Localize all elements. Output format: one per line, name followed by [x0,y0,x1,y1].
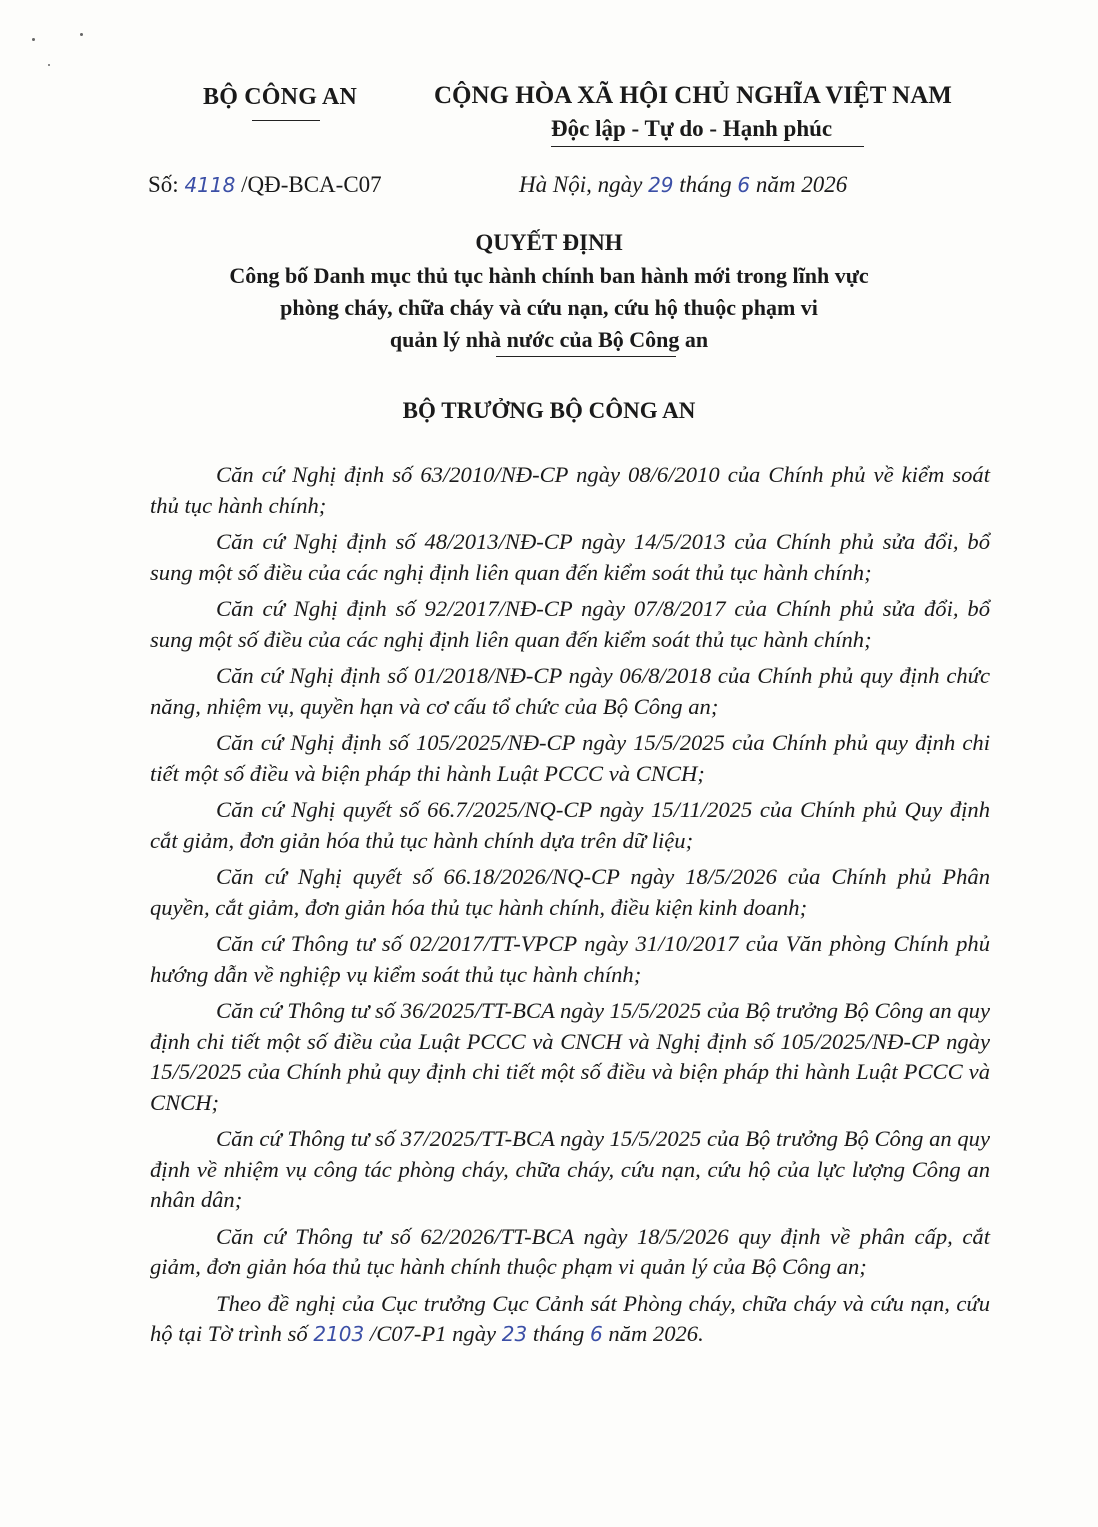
legal-basis-paragraph: Căn cứ Nghị định số 105/2025/NĐ-CP ngày 15/5/2025 của Chính phủ quy định chi tiết một số điều và biện pháp thi hành Luật PCCC và CNCH; [150,730,990,786]
motto-underline [551,146,864,147]
document-subtitle [0,260,1098,356]
proposal-paragraph [150,1289,990,1350]
subtitle-line: quản lý nhà nước của Bộ Công an [389,327,709,352]
legal-basis-paragraph: Căn cứ Thông tư số 37/2025/TT-BCA ngày 15/5/2025 của Bộ trưởng Bộ Công an quy định về nhiệm vụ công tác phòng cháy, chữa cháy, cứu nạn, cứu hộ của lực lượng Công an nhân dân; [150,1126,990,1212]
legal-basis-paragraph: Căn cứ Nghị định số 01/2018/NĐ-CP ngày 06/8/2018 của Chính phủ quy định chức năng, nhiệm vụ, quyền hạn và cơ cấu tổ chức của Bộ Công an; [150,663,990,719]
legal-basis-paragraph: Căn cứ Thông tư số 62/2026/TT-BCA ngày 18/5/2026 quy định về phân cấp, cắt giảm, đơn giản hóa thủ tục hành chính thuộc phạm vi quản lý của Bộ Công an; [150,1223,990,1279]
number-date-line [0,172,1098,204]
subtitle-line: Công bố Danh mục thủ tục hành chính ban hành mới trong lĩnh vực [229,263,869,288]
proposal-text: Theo đề nghị của Cục trưởng Cục Cảnh sát Phòng cháy, chữa cháy và cứu nạn, cứu hộ tại Tờ trình số [150,1290,990,1346]
legal-basis-paragraph: Căn cứ Nghị định số 92/2017/NĐ-CP ngày 07/8/2017 của Chính phủ sửa đổi, bổ sung một số điều của các nghị định liên quan đến kiểm soát thủ tục hành chính; [150,596,990,652]
scan-speck [32,38,35,41]
proposal-year: năm 2026. [608,1321,704,1346]
month-label: tháng [679,172,732,197]
handwritten-number: 4118 [184,173,236,197]
issuing-agency: BỘ CÔNG AN [203,84,358,110]
national-motto: Độc lập - Tự do - Hạnh phúc [551,116,833,141]
document-header [0,80,1098,150]
place-and-date [519,172,847,198]
handwritten-month: 6 [737,173,751,197]
legal-basis-paragraph: Căn cứ Thông tư số 02/2017/TT-VPCP ngày 31/10/2017 của Văn phòng Chính phủ hướng dẫn về nghiệp vụ kiểm soát thủ tục hành chính; [150,931,990,987]
handwritten-submission-day: 23 [501,1322,528,1346]
legal-basis-paragraph: Căn cứ Nghị định số 63/2010/NĐ-CP ngày 08/6/2010 của Chính phủ về kiểm soát thủ tục hành chính; [150,462,990,518]
number-suffix: /QĐ-BCA-C07 [241,172,382,197]
legal-basis-paragraph: Căn cứ Nghị quyết số 66.7/2025/NQ-CP ngày 15/11/2025 của Chính phủ Quy định cắt giảm, đơn giản hóa thủ tục hành chính dựa trên dữ liệu; [150,797,990,853]
legal-basis-paragraph: Căn cứ Nghị quyết số 66.18/2026/NQ-CP ngày 18/5/2026 của Chính phủ Phân quyền, cắt giảm, đơn giản hóa thủ tục hành chính, điều kiện kinh doanh; [150,864,990,920]
issuing-authority: BỘ TRƯỞNG BỘ CÔNG AN [402,398,696,423]
document-number [148,172,382,198]
subtitle-line: phòng cháy, chữa cháy và cứu nạn, cứu hộ thuộc phạm vi [280,295,818,320]
document-title: QUYẾT ĐỊNH [475,230,623,255]
agency-underline [252,120,320,121]
decision-title-block [0,228,1098,356]
year-text: năm 2026 [755,172,848,197]
document-body [150,460,990,1356]
title-underline [496,356,676,357]
handwritten-submission-number: 2103 [313,1322,365,1346]
proposal-code: /C07-P1 ngày [369,1321,497,1346]
place-date-prefix: Hà Nội, ngày [519,172,643,197]
handwritten-day: 29 [648,173,674,197]
number-prefix: Số: [148,172,179,197]
handwritten-submission-month: 6 [589,1322,603,1346]
legal-basis-paragraph: Căn cứ Thông tư số 36/2025/TT-BCA ngày 15/5/2025 của Bộ trưởng Bộ Công an quy định chi tiết một số điều của Luật PCCC và CNCH và Nghị định số 105/2025/NĐ-CP ngày 15/5/2025 của Chính phủ quy định chi tiết một số điều và biện pháp thi hành Luật PCCC và CNCH; [150,998,990,1115]
national-title: CỘNG HÒA XÃ HỘI CHỦ NGHĨA VIỆT NAM [434,82,952,109]
legal-basis-paragraph: Căn cứ Nghị định số 48/2013/NĐ-CP ngày 14/5/2013 của Chính phủ sửa đổi, bổ sung một số điều của các nghị định liên quan đến kiểm soát thủ tục hành chính; [150,529,990,585]
scan-speck [48,64,50,66]
proposal-month-label: tháng [532,1321,585,1346]
scan-speck [80,33,83,36]
